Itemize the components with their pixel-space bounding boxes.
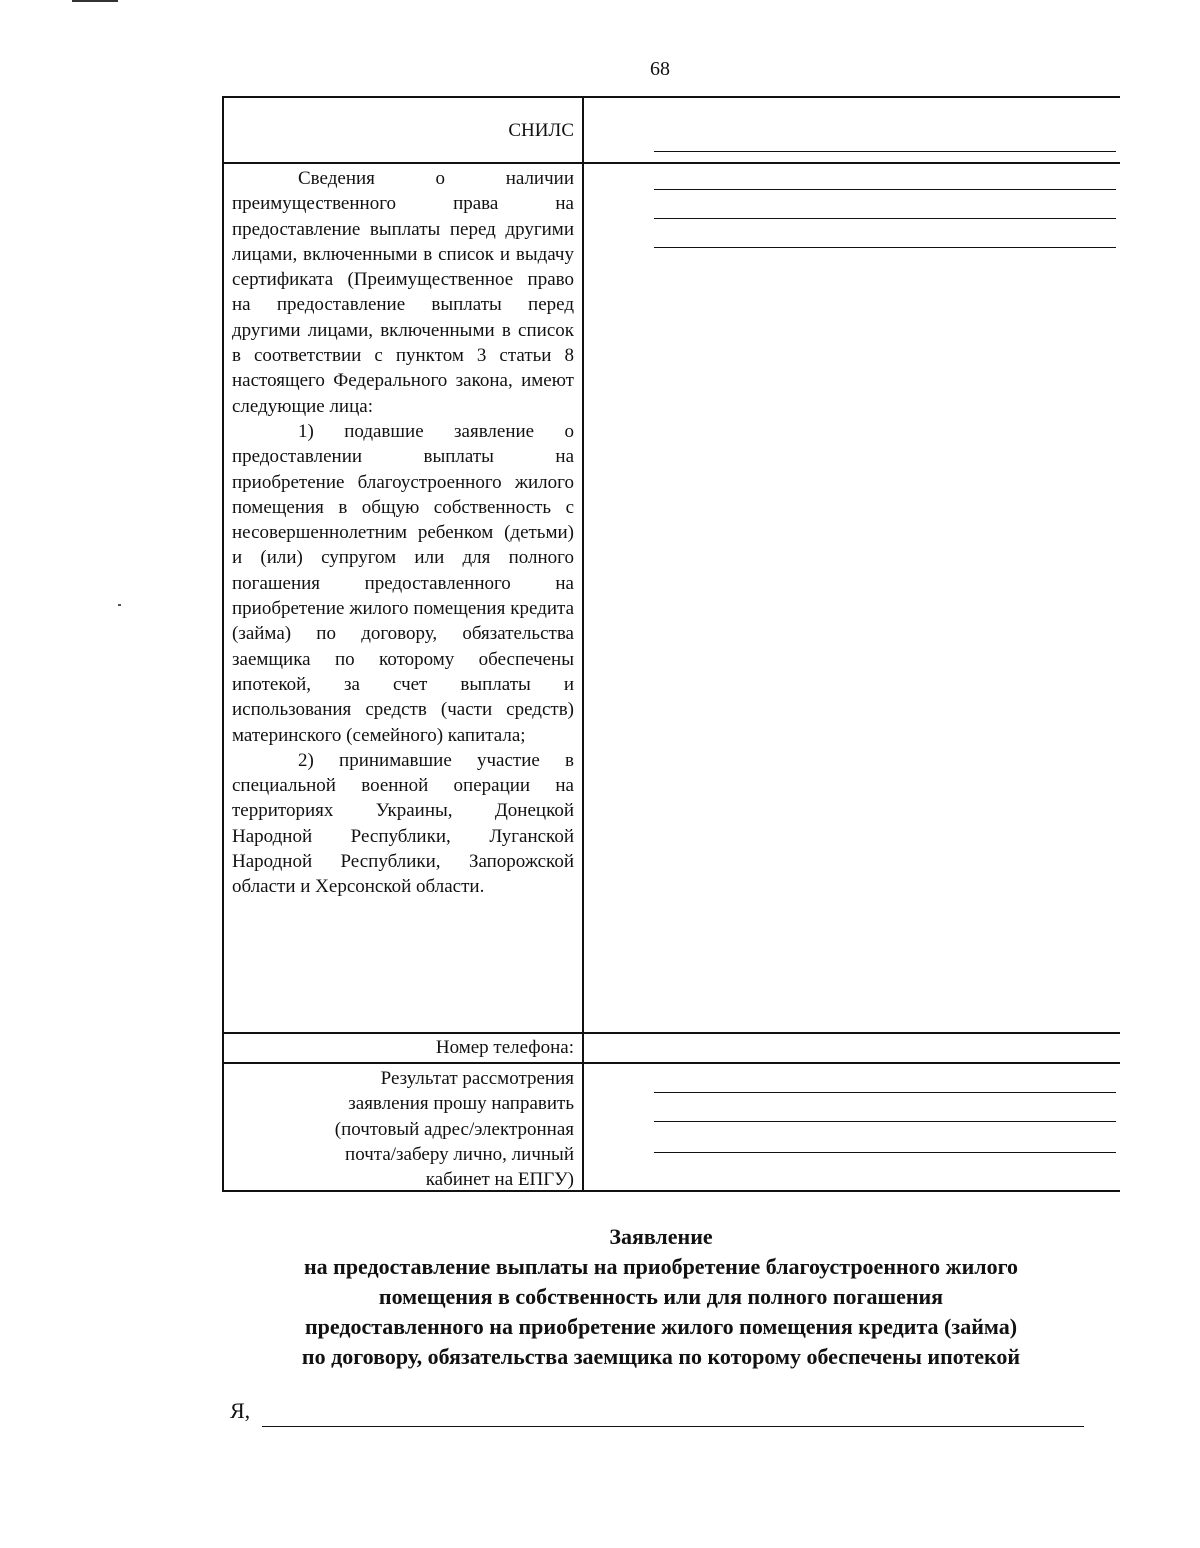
preferential-right-item-1: 1) подавшие заявление о предоставлении выплаты на приобретение благоустроенного жилого помещения в общую собственность с несовершеннолетним ребенком (детьми) и (или) супругом или для полного погашения предоставленного на приобретение жилого помещения кредита (займа) по договору, обязательства заемщика по которому обеспечены ипотекой, за счет выплаты и использования средств (части средств) материнского (семейного) капитала;: [232, 420, 574, 746]
snils-label: СНИЛС: [508, 120, 574, 141]
preferential-right-input-line-2[interactable]: [654, 218, 1116, 219]
result-delivery-line-3: (почтовый адрес/электронная: [334, 1118, 574, 1140]
result-delivery-line-5: кабинет на ЕПГУ): [425, 1169, 574, 1191]
preferential-right-input-line-1[interactable]: [654, 189, 1116, 190]
heading-line-2: на предоставление выплаты на приобретение благоустроенного жилого: [303, 1254, 1019, 1279]
application-heading: [222, 1222, 1100, 1372]
phone-label: Номер телефона:: [435, 1037, 574, 1058]
preferential-right-item-2: 2) принимавшие участие в специальной военной операции на территориях Украины, Донецкой Народной Республики, Луганской Народной Республики, Запорожской области и Херсонской области.: [232, 749, 574, 898]
heading-line-5: по договору, обязательства заемщика по которому обеспечены ипотекой: [301, 1344, 1021, 1369]
applicant-prefix: Я,: [230, 1398, 251, 1423]
result-delivery-label: [232, 1066, 574, 1192]
page-number: 68: [650, 58, 670, 80]
row-divider-snils: [222, 162, 1120, 164]
applicant-name-input-line[interactable]: [262, 1426, 1084, 1427]
result-delivery-input-line-1[interactable]: [654, 1092, 1116, 1093]
table-left-border: [222, 96, 224, 1192]
heading-line-4: предоставленного на приобретение жилого помещения кредита (займа): [304, 1314, 1018, 1339]
preferential-right-label: [232, 166, 574, 900]
result-delivery-line-1: Результат рассмотрения: [380, 1068, 574, 1089]
table-column-divider: [582, 96, 584, 1192]
result-delivery-line-4: почта/заберу лично, личный: [345, 1143, 574, 1165]
row-divider-phone: [222, 1062, 1120, 1064]
preferential-right-intro: Сведения о наличии преимущественного права на предоставление выплаты перед другими лицами, включенными в список и выдачу сертификата (Преимущественное право на предоставление выплаты перед другими лицами, включенными в список в соответствии с пунктом 3 статьи 8 настоящего Федерального закона, имеют следующие лица:: [232, 168, 574, 417]
result-delivery-input-line-2[interactable]: [654, 1121, 1116, 1122]
snils-input-line[interactable]: [654, 151, 1116, 152]
result-delivery-input-line-3[interactable]: [654, 1152, 1116, 1153]
application-form-table: [222, 96, 1120, 1192]
table-top-border: [222, 96, 1120, 98]
row-divider-preferential: [222, 1032, 1120, 1034]
heading-line-3: помещения в собственность или для полного погашения: [378, 1284, 944, 1309]
scan-artifact-mark: [72, 0, 118, 2]
heading-title: Заявление: [609, 1224, 713, 1249]
result-delivery-line-2: заявления прошу направить: [348, 1093, 574, 1115]
preferential-right-input-line-3[interactable]: [654, 247, 1116, 248]
scan-artifact-dot: [118, 604, 121, 606]
